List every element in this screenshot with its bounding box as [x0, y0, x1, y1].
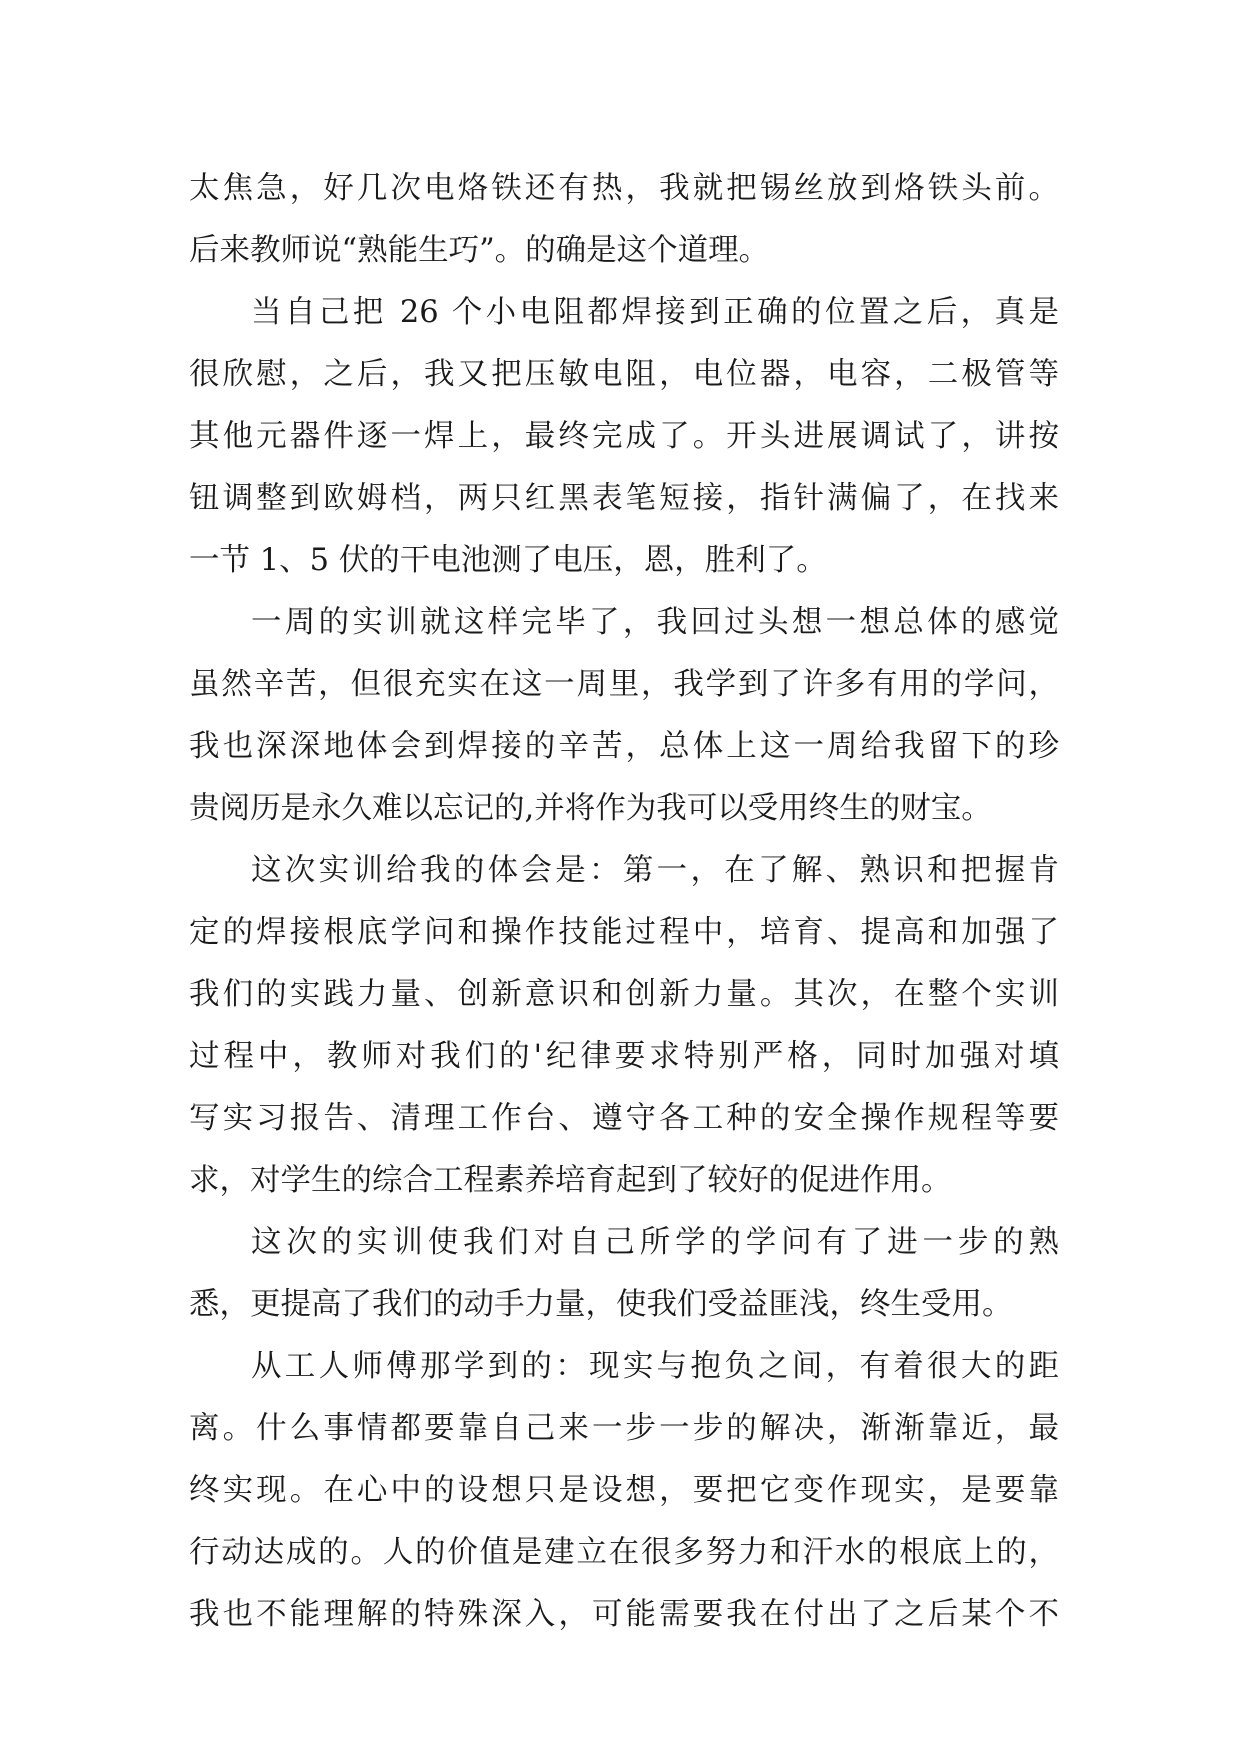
text-line: 定的焊接根底学问和操作技能过程中，培育、提高和加强了	[189, 915, 1059, 950]
text-line: 过程中，教师对我们的'纪律要求特别严格，同时加强对填	[189, 1039, 1059, 1074]
document-body	[189, 158, 1059, 1646]
text-line: 很欣慰，之后，我又把压敏电阻，电位器，电容，二极管等	[189, 357, 1059, 392]
text-line: 一周的实训就这样完毕了，我回过头想一想总体的感觉	[251, 605, 1059, 640]
text-line: 我们的实践力量、创新意识和创新力量。其次，在整个实训	[189, 977, 1059, 1012]
text-line: 写实习报告、清理工作台、遵守各工种的安全操作规程等要	[189, 1101, 1059, 1136]
text-line: 太焦急，好几次电烙铁还有热，我就把锡丝放到烙铁头前。	[189, 171, 1059, 206]
text-line: 我也不能理解的特殊深入，可能需要我在付出了之后某个不	[189, 1597, 1059, 1632]
text-line: 这次实训给我的体会是：第一，在了解、熟识和把握肯	[251, 853, 1059, 888]
text-line: 我也深深地体会到焊接的辛苦，总体上这一周给我留下的珍	[189, 729, 1059, 764]
text-line: 离。什么事情都要靠自己来一步一步的解决，渐渐靠近，最	[189, 1411, 1059, 1446]
text-line: 贵阅历是永久难以忘记的,并将作为我可以受用终生的财宝。	[189, 791, 992, 826]
text-line: 求，对学生的综合工程素养培育起到了较好的促进作用。	[189, 1163, 952, 1198]
text-line: 钮调整到欧姆档，两只红黑表笔短接，指针满偏了，在找来	[189, 481, 1059, 516]
text-line: 终实现。在心中的设想只是设想，要把它变作现实，是要靠	[189, 1473, 1059, 1508]
text-line: 行动达成的。人的价值是建立在很多努力和汗水的根底上的，	[189, 1535, 1059, 1570]
text-line: 这次的实训使我们对自己所学的学问有了进一步的熟	[251, 1225, 1059, 1260]
text-line: 悉，更提高了我们的动手力量，使我们受益匪浅，终生受用。	[189, 1287, 1013, 1322]
text-line: 从工人师傅那学到的：现实与抱负之间，有着很大的距	[251, 1349, 1059, 1384]
text-line: 虽然辛苦，但很充实在这一周里，我学到了许多有用的学问，	[189, 667, 1059, 702]
text-line: 一节 1、5 伏的干电池测了电压，恩，胜利了。	[189, 543, 827, 578]
text-line: 其他元器件逐一焊上，最终完成了。开头进展调试了，讲按	[189, 419, 1059, 454]
text-line: 后来教师说“熟能生巧”。的确是这个道理。	[189, 233, 770, 268]
text-line: 当自己把 26 个小电阻都焊接到正确的位置之后，真是	[251, 295, 1059, 330]
